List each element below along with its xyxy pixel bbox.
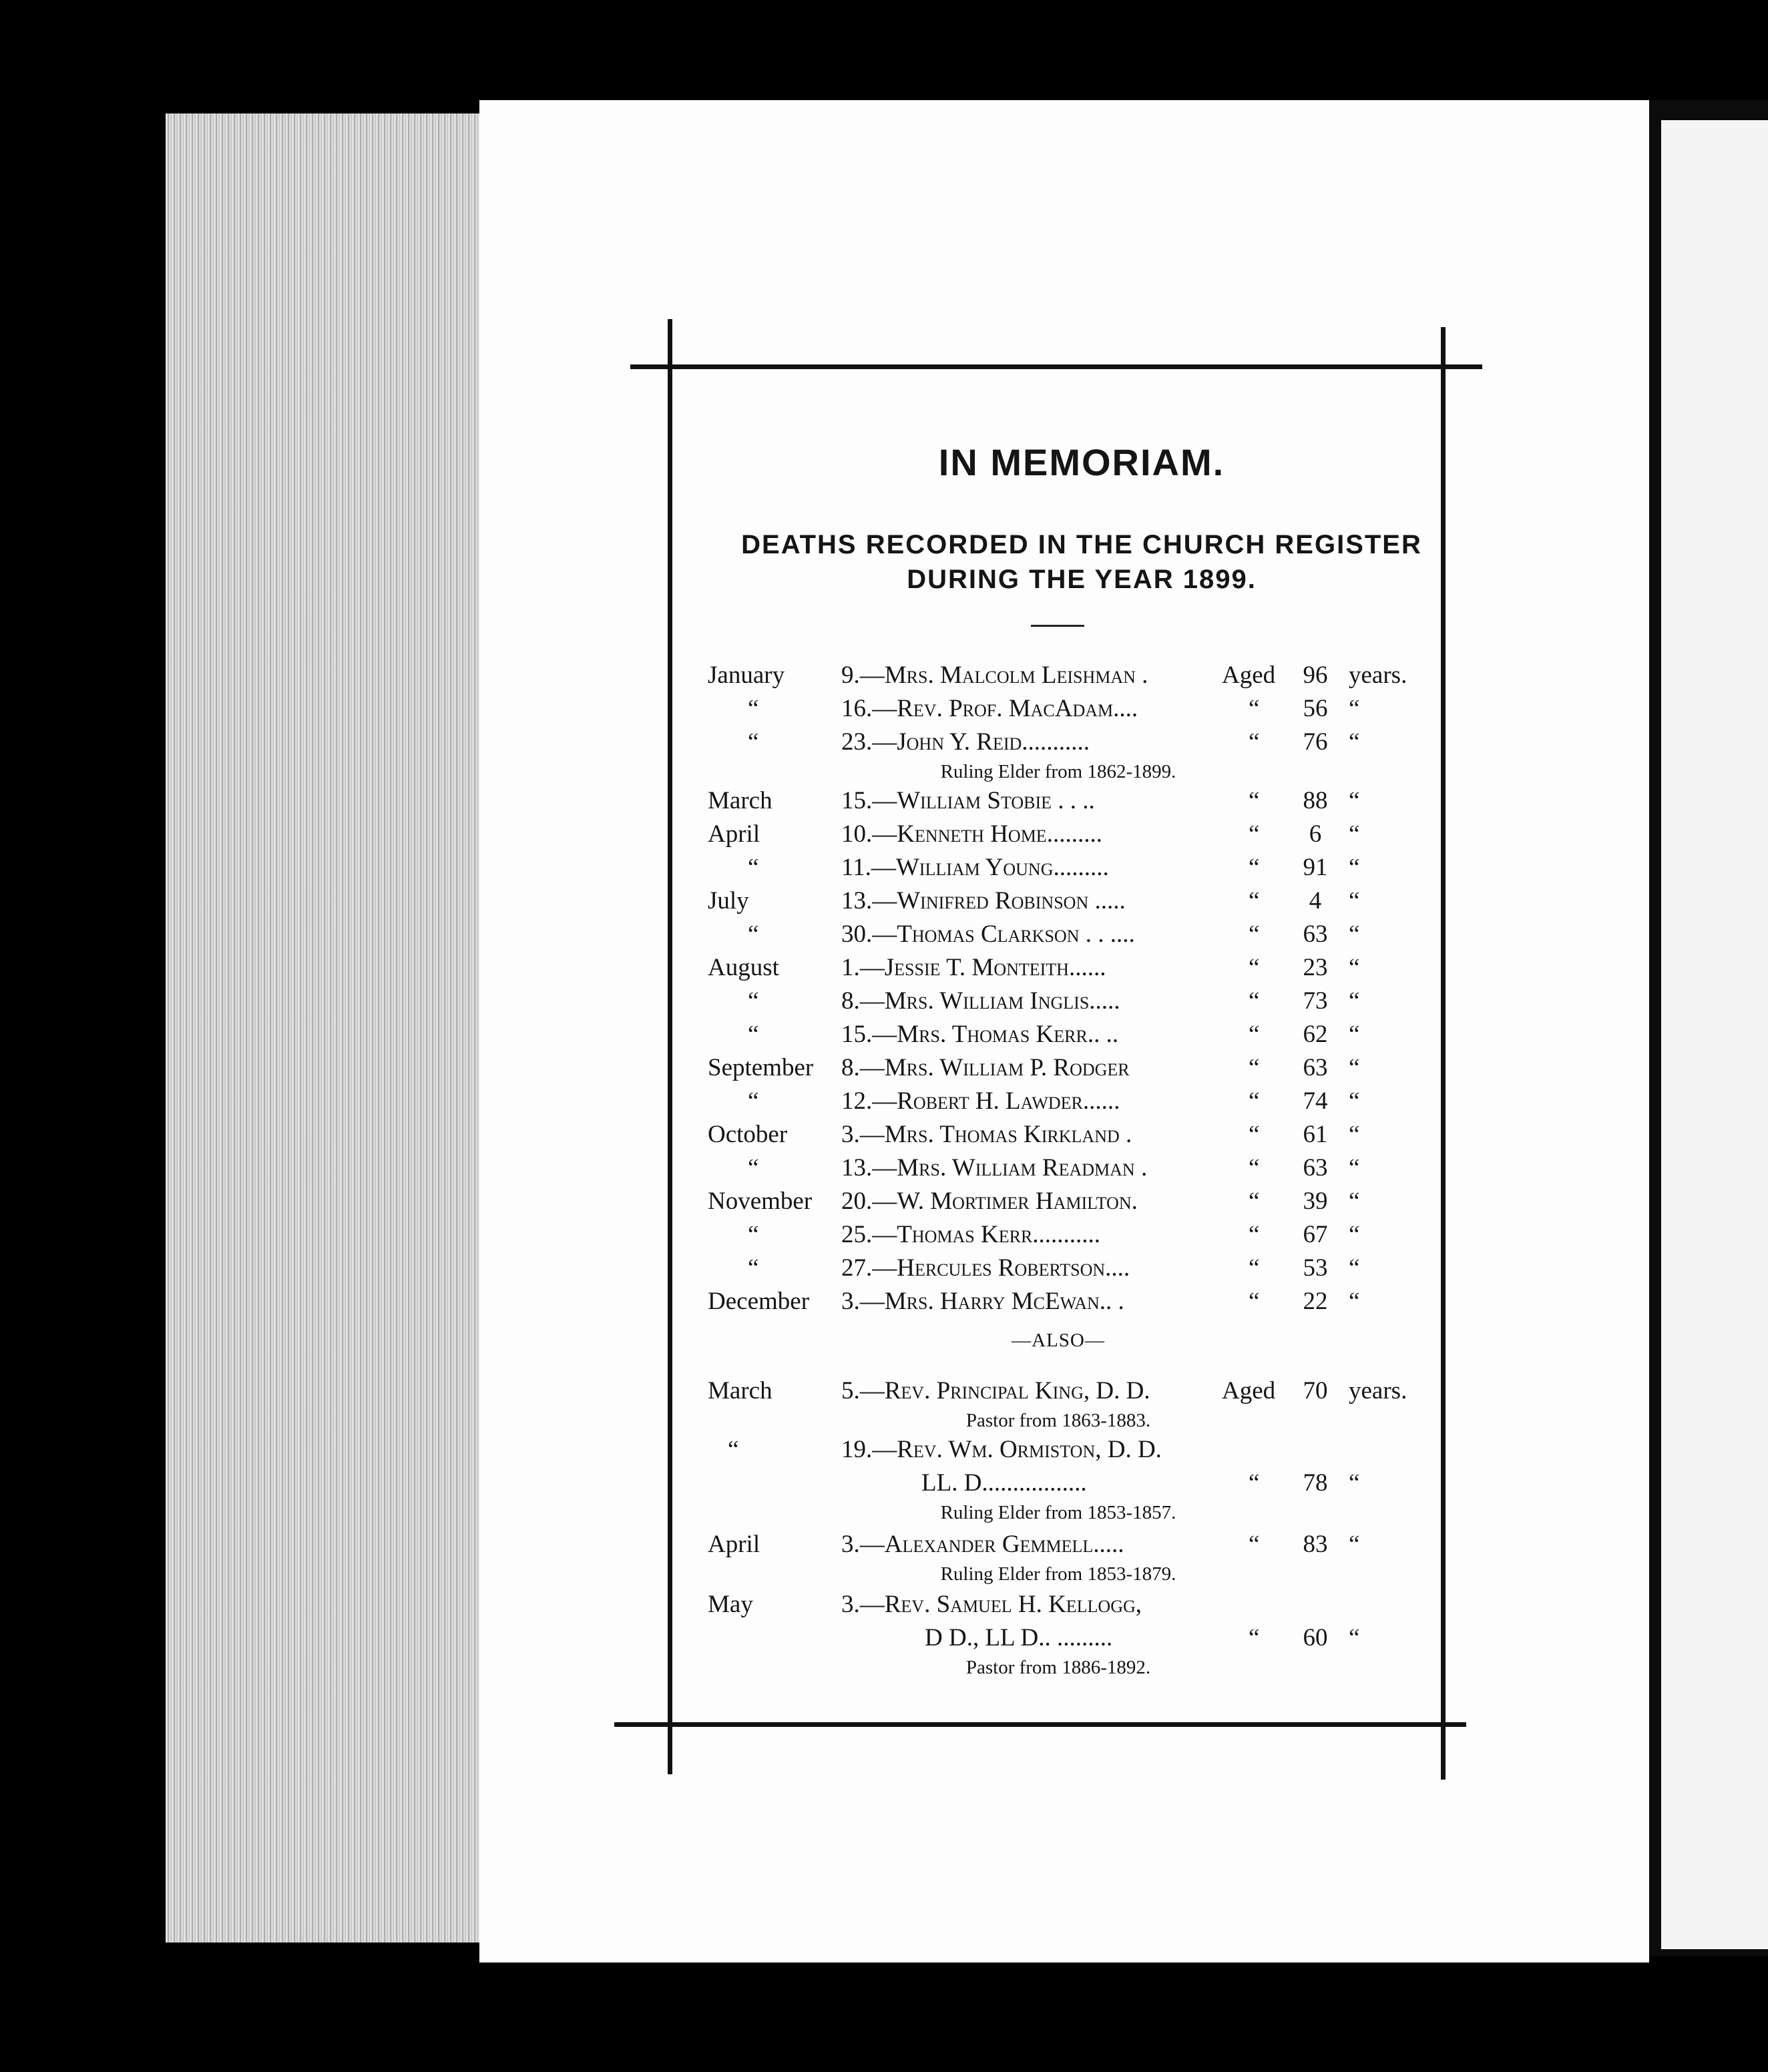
- entry-name: 3.—Rev. Samuel H. Kellogg,: [841, 1591, 1142, 1618]
- entry-ditto: “: [1349, 1154, 1360, 1182]
- entry-age: 76: [1303, 728, 1328, 756]
- entry-note: Pastor from 1863-1883.: [965, 1410, 1151, 1431]
- entry-name: 15.—Mrs. Thomas Kerr.. ..: [841, 1021, 1119, 1048]
- entry-ditto: “: [1349, 1531, 1360, 1558]
- entry-age: 63: [1303, 1054, 1328, 1081]
- entry-age: 73: [1303, 987, 1328, 1015]
- register-entry: [708, 853, 1409, 886]
- entry-age: 78: [1303, 1469, 1328, 1497]
- entry-ditto: “: [1249, 1469, 1260, 1497]
- entry-name: 27.—Hercules Robertson....: [841, 1254, 1130, 1282]
- entry-month: “: [748, 1221, 759, 1248]
- entry-age: 70: [1303, 1377, 1328, 1404]
- entry-month: October: [708, 1121, 788, 1148]
- facing-page-edge: [1649, 100, 1768, 1956]
- register-entry: [708, 1287, 1409, 1320]
- entry-ditto: “: [1349, 1087, 1360, 1115]
- entry-ditto: “: [1249, 1254, 1260, 1282]
- entry-month: “: [748, 1021, 759, 1048]
- entry-ditto: “: [1349, 787, 1360, 814]
- register-entry: [708, 953, 1409, 987]
- entry-month: January: [708, 662, 785, 689]
- entry-ditto: “: [1349, 1254, 1360, 1282]
- entry-name: 30.—Thomas Clarkson . . ....: [841, 921, 1135, 948]
- entry-age: 62: [1303, 1021, 1328, 1048]
- entry-month: August: [708, 954, 779, 981]
- entry-name: 25.—Thomas Kerr...........: [841, 1221, 1101, 1248]
- entry-month: March: [708, 1377, 772, 1404]
- entry-note: Ruling Elder from 1853-1879.: [940, 1563, 1176, 1585]
- register-entry: [708, 820, 1409, 853]
- register-entry: [708, 1254, 1409, 1287]
- entry-month: “: [748, 1154, 759, 1182]
- entry-ditto: “: [1349, 1021, 1360, 1048]
- entry-name: 12.—Robert H. Lawder......: [841, 1087, 1120, 1115]
- entry-ditto: “: [1349, 820, 1360, 848]
- register-entry: [708, 1376, 1409, 1410]
- entry-ditto: “: [1349, 1054, 1360, 1081]
- entry-ditto: “: [1349, 954, 1360, 981]
- entry-age: 96: [1303, 662, 1328, 689]
- entry-name: 3.—Mrs. Thomas Kirkland .: [841, 1121, 1132, 1148]
- entry-name: 9.—Mrs. Malcolm Leishman .: [841, 662, 1148, 689]
- entry-name: 20.—W. Mortimer Hamilton.: [841, 1188, 1138, 1215]
- frame-bottom-rule: [614, 1722, 1466, 1727]
- register-entry: [708, 728, 1409, 761]
- entry-age: 83: [1303, 1531, 1328, 1558]
- entry-name: 23.—John Y. Reid...........: [841, 728, 1090, 756]
- entry-ditto: “: [1349, 1624, 1360, 1651]
- entry-aged: Aged: [1222, 1377, 1276, 1404]
- entry-age: 63: [1303, 921, 1328, 948]
- entry-age: 88: [1303, 787, 1328, 814]
- entry-ditto: “: [1249, 1087, 1260, 1115]
- entry-age: 22: [1303, 1288, 1328, 1315]
- entry-age: 74: [1303, 1087, 1328, 1115]
- entry-name: 3.—Mrs. Harry McEwan.. .: [841, 1288, 1124, 1315]
- entry-month: “: [748, 1254, 759, 1282]
- register-entry: [708, 786, 1409, 820]
- entry-note: Ruling Elder from 1853-1857.: [940, 1502, 1176, 1523]
- frame-left-rule: [668, 319, 672, 1774]
- separator-dash: [1031, 625, 1084, 627]
- entry-age: 67: [1303, 1221, 1328, 1248]
- entry-month: April: [708, 820, 760, 848]
- entry-ditto: “: [1249, 1121, 1260, 1148]
- entry-name: 8.—Mrs. William P. Rodger: [841, 1054, 1130, 1081]
- register-entry: [708, 1530, 1409, 1563]
- entry-name: 19.—Rev. Wm. Ormiston, D. D.: [841, 1436, 1162, 1463]
- entry-month: “: [748, 728, 759, 756]
- entry-aged: Aged: [1222, 662, 1276, 689]
- entry-month: May: [708, 1591, 753, 1618]
- entry-ditto: “: [1249, 820, 1260, 848]
- entry-month: December: [708, 1288, 810, 1315]
- entry-month: November: [708, 1188, 813, 1215]
- register-entry: [708, 694, 1409, 728]
- entry-ditto: “: [1349, 887, 1360, 915]
- register-entry: [708, 987, 1409, 1020]
- register-entry: [708, 1435, 1409, 1469]
- entry-name: 13.—Mrs. William Readman .: [841, 1154, 1148, 1182]
- entry-ditto: “: [1349, 921, 1360, 948]
- entry-name: 13.—Winifred Robinson .....: [841, 887, 1126, 915]
- register-entry: [708, 886, 1409, 920]
- entry-ditto: “: [1349, 987, 1360, 1015]
- entry-month: “: [748, 695, 759, 722]
- entry-age: 4: [1309, 887, 1322, 915]
- entry-name: 10.—Kenneth Home.........: [841, 820, 1102, 848]
- entry-ditto: “: [1349, 1221, 1360, 1248]
- register-entry-continued: [708, 1469, 1409, 1502]
- entry-age: 6: [1309, 820, 1322, 848]
- entry-age: 23: [1303, 954, 1328, 981]
- book-page-edges: [166, 113, 479, 1942]
- entry-ditto: “: [1249, 728, 1260, 756]
- entry-years: years.: [1349, 1377, 1407, 1404]
- register-entry: [708, 661, 1409, 694]
- entry-ditto: “: [1249, 887, 1260, 915]
- entry-ditto: “: [1249, 787, 1260, 814]
- register-entry-continued: [708, 1623, 1409, 1657]
- entry-age: 39: [1303, 1188, 1328, 1215]
- entry-age: 56: [1303, 695, 1328, 722]
- entry-age: 63: [1303, 1154, 1328, 1182]
- entry-month: September: [708, 1054, 814, 1081]
- entry-month: March: [708, 787, 772, 814]
- entry-name-continued: LL. D.................: [921, 1469, 1087, 1497]
- entry-ditto: “: [1249, 1288, 1260, 1315]
- entry-name-continued: D D., LL D.. .........: [925, 1624, 1113, 1651]
- entry-ditto: “: [1349, 1288, 1360, 1315]
- also-heading: —ALSO—: [1012, 1330, 1105, 1351]
- entry-ditto: “: [1349, 854, 1360, 881]
- register-entry: [708, 1020, 1409, 1053]
- register-entry: [708, 1187, 1409, 1220]
- entry-ditto: “: [1249, 987, 1260, 1015]
- entry-month: “: [748, 854, 759, 881]
- frame-top-rule: [630, 364, 1482, 369]
- entry-ditto: “: [1349, 728, 1360, 756]
- entry-ditto: “: [1249, 921, 1260, 948]
- register-entry: [708, 1153, 1409, 1187]
- register-entry: [708, 1220, 1409, 1254]
- page-title: IN MEMORIAM.: [938, 441, 1225, 483]
- subtitle-line-1: DEATHS RECORDED IN THE CHURCH REGISTER: [741, 530, 1422, 559]
- entry-name: 15.—William Stobie . . ..: [841, 787, 1095, 814]
- entry-age: 61: [1303, 1121, 1328, 1148]
- entry-years: years.: [1349, 662, 1407, 689]
- entry-ditto: “: [1249, 1054, 1260, 1081]
- entry-age: 60: [1303, 1624, 1328, 1651]
- entry-ditto: “: [1249, 1188, 1260, 1215]
- entry-name: 1.—Jessie T. Monteith......: [841, 954, 1106, 981]
- entry-ditto: “: [1249, 695, 1260, 722]
- entry-name: 8.—Mrs. William Inglis.....: [841, 987, 1120, 1015]
- entry-month: “: [748, 987, 759, 1015]
- entry-note: Ruling Elder from 1862-1899.: [940, 761, 1176, 782]
- entry-ditto: “: [1349, 1121, 1360, 1148]
- register-entry: [708, 1087, 1409, 1120]
- page-subtitle: [694, 527, 1469, 597]
- entry-ditto: “: [1249, 1154, 1260, 1182]
- entry-month: April: [708, 1531, 760, 1558]
- entry-name: 11.—William Young.........: [841, 854, 1109, 881]
- entry-ditto: “: [1249, 1624, 1260, 1651]
- register-entry: [708, 1120, 1409, 1153]
- entry-month: “: [748, 1087, 759, 1115]
- entry-month: July: [708, 887, 749, 915]
- register-entry: [708, 1053, 1409, 1087]
- subtitle-line-2: DURING THE YEAR 1899.: [907, 565, 1257, 594]
- entry-note: Pastor from 1886-1892.: [965, 1657, 1151, 1678]
- entry-ditto: “: [1249, 854, 1260, 881]
- entry-name: 16.—Rev. Prof. MacAdam....: [841, 695, 1138, 722]
- entry-month: “: [728, 1436, 739, 1463]
- entry-ditto: “: [1349, 1188, 1360, 1215]
- register-entry: [708, 1590, 1409, 1623]
- entry-ditto: “: [1249, 1531, 1260, 1558]
- entry-ditto: “: [1249, 1021, 1260, 1048]
- entry-age: 53: [1303, 1254, 1328, 1282]
- entry-age: 91: [1303, 854, 1328, 881]
- entry-ditto: “: [1349, 695, 1360, 722]
- entry-name: 3.—Alexander Gemmell.....: [841, 1531, 1124, 1558]
- entry-month: “: [748, 921, 759, 948]
- entry-ditto: “: [1249, 1221, 1260, 1248]
- register-entry: [708, 920, 1409, 953]
- entry-ditto: “: [1249, 954, 1260, 981]
- entry-ditto: “: [1349, 1469, 1360, 1497]
- entry-name: 5.—Rev. Principal King, D. D.: [841, 1377, 1150, 1404]
